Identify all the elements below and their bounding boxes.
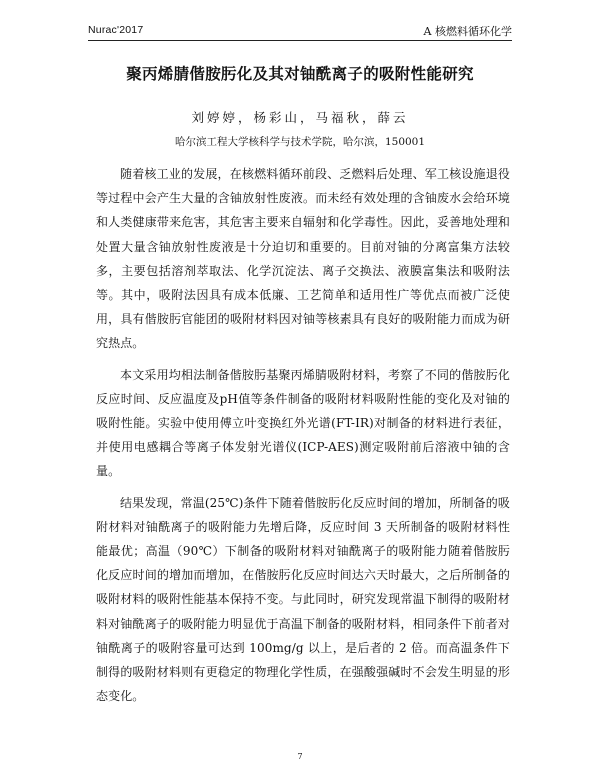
paragraph-method: 本文采用均相法制备偕胺肟基聚丙烯腈吸附材料，考察了不同的偕胺肟化反应时间、反应温度及pH值等条件制备的吸附材料吸附性能的变化及对铀的吸附性能。实验中使用傅立叶变换红外光谱(FT-IR)对制备的材料进行表征，并使用电感耦合等离子体发射光谱仪(ICP-AES)测定吸附前后溶液中铀的含量。 [96, 367, 510, 479]
page-number: 7 [297, 752, 303, 761]
author-list: 刘婷婷，杨彩山，马福秋，薛云 [191, 110, 409, 125]
running-header [88, 22, 512, 41]
section-label: A 核燃料循环化学 [423, 25, 512, 38]
affiliation: 哈尔滨工程大学核科学与技术学院，哈尔滨，150001 [174, 136, 426, 148]
paragraph-results: 结果发现，常温(25℃)条件下随着偕胺肟化反应时间的增加，所制备的吸附材料对铀酰离子的吸附能力先增后降，反应时间 3 天所制备的吸附材料性能最优；高温（90℃）下制备的吸附材料对铀酰离子的吸附能力随着偕胺肟化反应时间的增加而增加，在偕胺肟化反应时间达六天时最大，之后所制备的吸附材料的吸附性能基本保持不变。与此同时，研究发现常温下制得的吸附材料对铀酰离子的吸附能力明显优于高温下制备的吸附材料，相同条件下前者对铀酰离子的吸附容量可达到 100mg/g 以上，是后者的 2 倍。而高温条件下制得的吸附材料则有更稳定的物理化学性质，在强酸强碱时不会发生明显的形态变化。 [96, 495, 510, 704]
abstract-body [96, 162, 510, 715]
paper-title: 聚丙烯腈偕胺肟化及其对铀酰离子的吸附性能研究 [126, 65, 474, 83]
paragraph-background: 随着核工业的发展，在核燃料循环前段、乏燃料后处理、军工核设施退役等过程中会产生大量的含铀放射性废液。而未经有效处理的含铀废水会给环境和人类健康带来危害，其危害主要来自辐射和化学毒性。因此，妥善地处理和处置大量含铀放射性废液是十分迫切和重要的。目前对铀的分离富集方法较多，主要包括溶剂萃取法、化学沉淀法、离子交换法、液膜富集法和吸附法等。其中，吸附法因具有成本低廉、工艺简单和适用性广等优点而被广泛使用，具有偕胺肟官能团的吸附材料因对铀等核素具有良好的吸附能力而成为研究热点。 [96, 167, 510, 351]
conference-label: Nurac'2017 [88, 24, 144, 36]
